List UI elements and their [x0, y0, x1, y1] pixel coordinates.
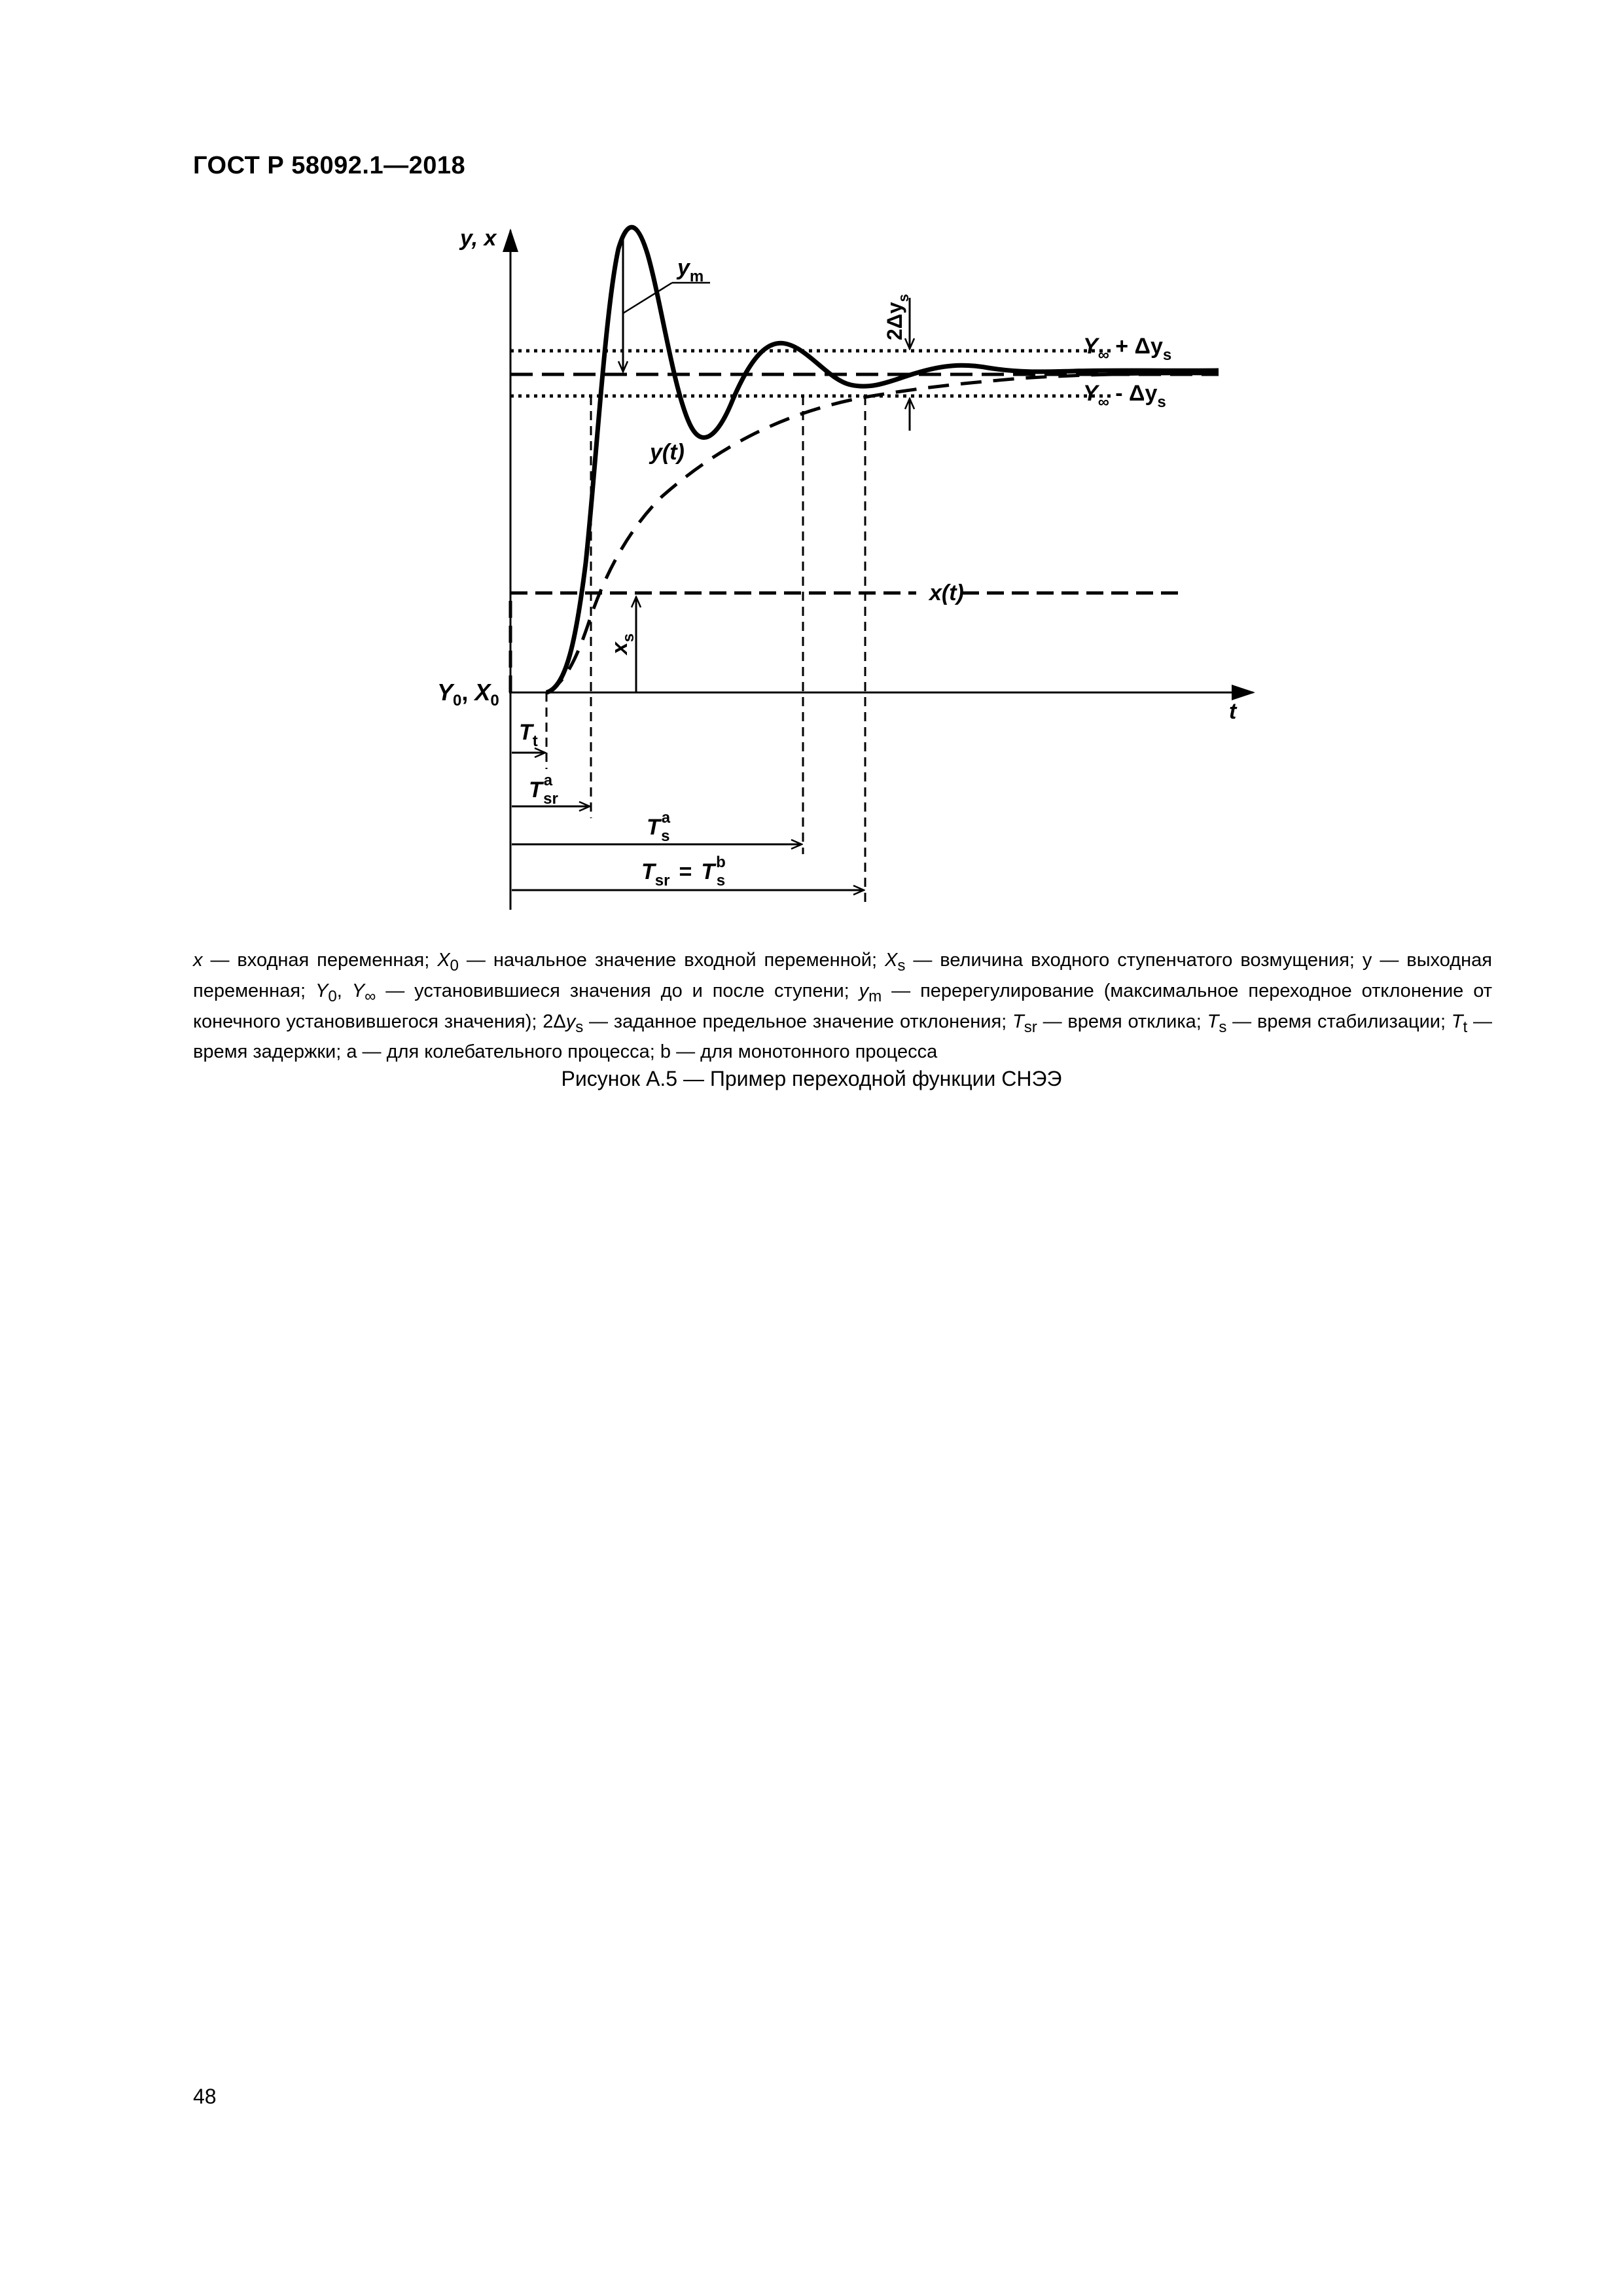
ym-leader [624, 283, 672, 313]
lower-tolerance-label: $Y_\infty - \Delta y_s$ [1083, 381, 1166, 411]
figure-caption: Рисунок А.5 — Пример переходной функции СНЭЭ [561, 1067, 1062, 1090]
xs-label: $x_s$ [607, 633, 637, 655]
page-number: 48 [193, 2085, 217, 2108]
tsr-equals-ts-b-label: $T_{sr} = T^b$ s [641, 853, 726, 889]
ts-a-label: $T^a$ s [647, 809, 671, 845]
monotonic-output-curve [546, 374, 1219, 692]
yt-label: y(t) [650, 440, 685, 465]
y-axis-label: y, x [460, 226, 497, 251]
origin-label: $Y_0$, $X_0$ [437, 679, 499, 709]
tsr-a-label: $T^a$ sr [529, 772, 558, 808]
figure-legend: x — входная переменная; $X_0$ — начальное значение входной переменной; $X_s$ — величина входного ступенчатого возмущения; y — выходная переменная; $Y_0$, $Y_\infty$ — установившиеся значения до и после ступени; $y_m$ — перерегулирование (максимальное переходное отклонение от конечного установившегося значения); $2\Delta y_s$ — заданное предельное значение отклонения; $T_{sr}$ — время отклика; $T_s$ — время стабилизации; $T_t$ — время задержки; a — для колебательного процесса; b — для монотонного процесса [193, 950, 1492, 1063]
ym-label: $y_m$ [677, 255, 704, 285]
t-axis-label: t [1229, 699, 1237, 724]
xt-label: x(t) [929, 581, 964, 605]
dys-label: $2\Delta y_s$ [883, 294, 912, 340]
upper-tolerance-label: $Y_\infty + \Delta y_s$ [1083, 334, 1172, 364]
tt-label: $T_t$ [519, 720, 538, 750]
document-header: ГОСТ Р 58092.1—2018 [193, 152, 466, 179]
oscillating-output-curve [546, 227, 1219, 692]
transient-response-figure [0, 0, 1623, 956]
